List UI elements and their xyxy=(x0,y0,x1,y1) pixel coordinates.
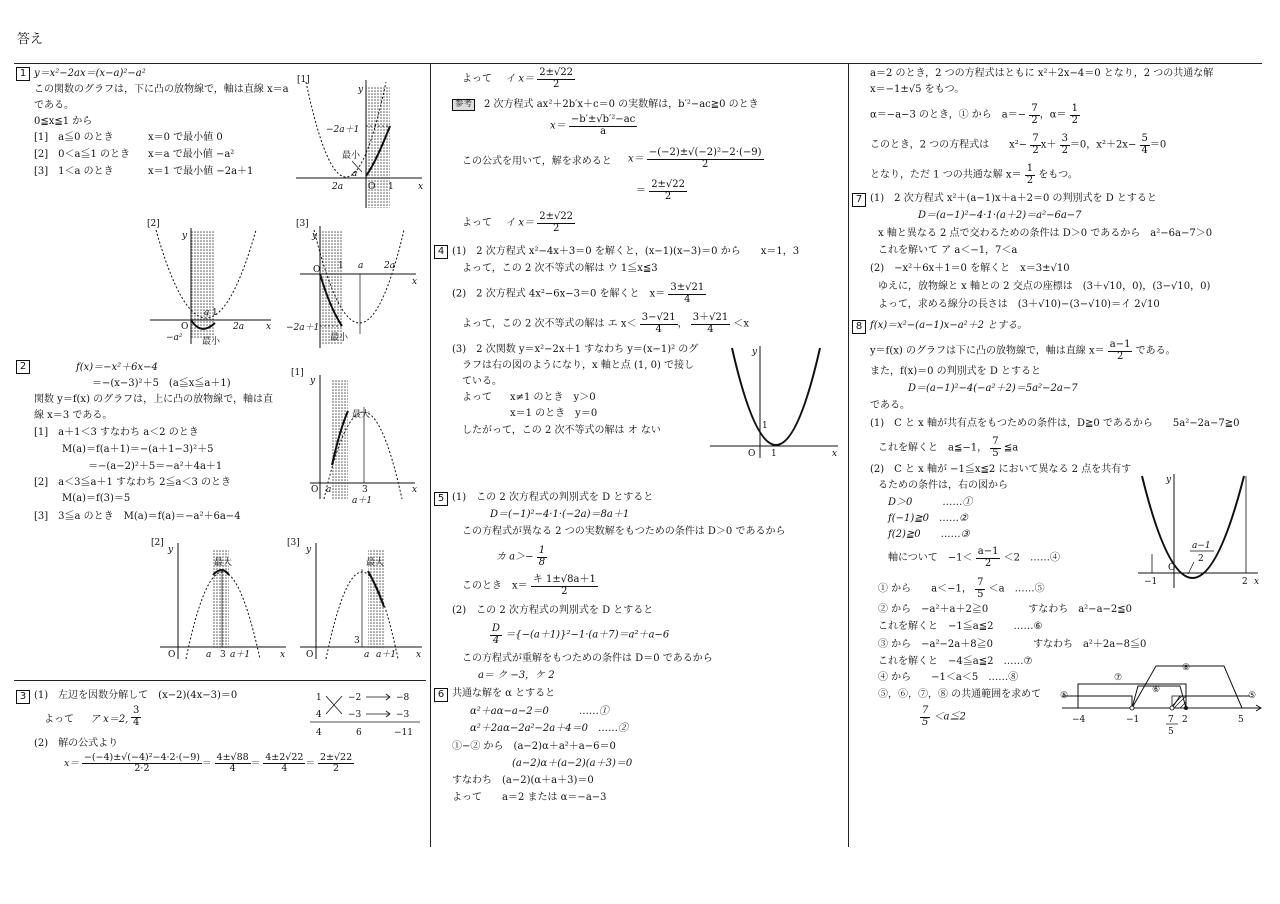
p8-number-line xyxy=(1060,660,1264,744)
tick-7-5-num: 7 xyxy=(1168,715,1174,725)
numerator: 7 xyxy=(1032,133,1039,144)
p3-line-1: (1) 左辺を因数分解して (x−2)(4x−3)＝0 xyxy=(34,690,238,701)
ref-formula-2 xyxy=(628,148,764,170)
reference-tag: 参考 xyxy=(452,99,475,111)
origin-label: O xyxy=(168,650,176,660)
tick-3: 3 xyxy=(354,636,360,646)
text: α＝−a−3 のとき，① から a＝− xyxy=(870,109,1027,121)
p2-graph-1 xyxy=(290,365,420,505)
cross-r3-a: 4 xyxy=(316,728,322,738)
tick-2a: 2a xyxy=(233,322,245,332)
page-title: 答え xyxy=(17,32,44,47)
cross-r2-c: −3 xyxy=(396,710,410,720)
tick-minus-1: −1 xyxy=(1144,577,1158,587)
answer-i: イ x＝ xyxy=(505,217,535,229)
y-axis-label: y xyxy=(358,85,364,95)
tick-1: 1 xyxy=(212,308,218,318)
min-label: 最小 xyxy=(330,333,349,343)
p8-line-20: ⑤，⑥，⑦，⑧ の共通範囲を求めて xyxy=(878,689,1042,700)
problem-number-7: 7 xyxy=(852,193,866,207)
formula-n4: 2±√22 xyxy=(319,752,353,763)
denominator: 2 xyxy=(1032,144,1039,156)
p3-quadratic-formula: x＝ $\frac{\text{−(−4)±√(−4)²−4·2·(−9)}}{2\cdot 2}$ ＝ $\frac{4\pm√88}{4}$ ＝ $\frac{4\pm 2√22}{4}$ ＝ $\frac{2\pm√22}{2}$ xyxy=(64,752,353,774)
cross-multiplication-diagram xyxy=(308,690,422,738)
p8-line-18: これを解くと −4≦a≦2 ……⑦ xyxy=(878,656,1033,667)
p1-case-1-result: x＝0 で最小値 0 xyxy=(148,132,223,143)
problem-number-6: 6 xyxy=(434,688,448,702)
p7-line-1: (1) 2 次方程式 x²＋(a−1)x＋a＋2＝0 の判別式を D とすると xyxy=(870,193,1157,204)
p6-line-6: すなわち (a−2)(α＋a＋3)＝0 xyxy=(452,775,594,786)
p4-line-10: したがって，この 2 次不等式の解は オ ない xyxy=(462,425,661,436)
p4-line-2: よって，この 2 次不等式の解は ウ 1≦x≦3 xyxy=(462,263,658,274)
p1-case-2-cond: [2] 0＜a≦1 のとき xyxy=(34,149,131,160)
yotte: よって xyxy=(462,217,492,229)
text: ＝{−(a＋1)}²−1·(a＋7)＝a²＋a−6 xyxy=(505,629,670,641)
graph-tag: [2] xyxy=(147,219,160,229)
denominator: 2 xyxy=(1026,174,1034,186)
p8-line-6: (1) C と x 軸が共有点をもつための条件は，D≧0 であるから 5a²−2a−7≧0 xyxy=(870,418,1240,429)
tick-minus-1: −1 xyxy=(1126,715,1140,725)
p8-line-4: D＝(a−1)²−4(−a²＋2)＝5a²−2a−7 xyxy=(908,383,1078,394)
yotte: よって xyxy=(462,73,492,85)
p6-line-1: 共通な解を α とすると xyxy=(452,688,556,699)
formula-d4: 2 xyxy=(333,762,340,774)
y-axis-label: y xyxy=(312,231,318,241)
p8-line-19: ④ から −1＜a＜5 ……⑧ xyxy=(878,672,1019,683)
origin-label: O xyxy=(313,265,321,275)
min-value-label: −2a＋1 xyxy=(286,323,320,333)
text: y＝f(x) のグラフは下に凸の放物線で，軸は直線 x＝ xyxy=(870,345,1105,357)
numerator: −(−2)±√(−2)²−2·(−9) xyxy=(648,147,762,158)
denominator: 2 xyxy=(552,222,560,234)
p5-line-4 xyxy=(496,546,547,568)
p1-graph-1 xyxy=(296,72,426,212)
tick-a: a xyxy=(326,485,332,495)
p8-line-14 xyxy=(878,578,1045,600)
tick-a-plus-1: a＋1 xyxy=(352,496,373,506)
p2-line-10: [3] 3≦a のとき M(a)＝f(a)＝−a²＋6a−4 xyxy=(34,511,241,522)
p8-line-3: また，f(x)＝0 の判別式を D とすると xyxy=(870,366,1042,377)
denominator: 5 xyxy=(992,447,999,459)
graph-tag: [3] xyxy=(287,538,300,548)
y-axis-label: y xyxy=(752,347,758,357)
graph-tag: [1] xyxy=(297,75,310,85)
numerator: 3±√21 xyxy=(670,282,705,293)
cross-r2-b: −3 xyxy=(348,710,362,720)
tick-a-plus-1: a＋1 xyxy=(376,650,397,660)
formula-d3: 4 xyxy=(281,762,288,774)
x-axis-label: x xyxy=(1254,577,1260,587)
numerator-2: 3＋√21 xyxy=(692,312,729,323)
p8-line-7 xyxy=(878,437,1018,459)
cross-r3-b: 6 xyxy=(356,728,362,738)
p8-line-10: D＞0 ……① xyxy=(888,497,973,508)
p8-line-13 xyxy=(888,547,1060,569)
p5-line-5 xyxy=(462,575,598,597)
p7-line-5: (2) −x²＋6x＋1＝0 を解くと x＝3±√10 xyxy=(870,263,1070,274)
p5-line-8: この方程式が重解をもつための条件は D＝0 であるから xyxy=(462,653,713,664)
graph-tag: [3] xyxy=(296,219,309,229)
p5-line-1: (1) この 2 次方程式の判別式を D とすると xyxy=(452,492,654,503)
min-label: 最小 xyxy=(342,151,361,161)
max-label: 最大 xyxy=(214,558,233,568)
p1-line-1: y＝x²−2ax＝(x−a)²−a² xyxy=(34,68,146,79)
p8-line-5: である。 xyxy=(870,400,910,411)
p7-line-7: よって，求める線分の長さは (3＋√10)−(3−√10)＝イ 2√10 xyxy=(878,299,1160,310)
formula-n1: −(−4)±√(−4)²−4·2·(−9) xyxy=(83,752,201,763)
ref-formula xyxy=(550,115,637,137)
denominator: 2 xyxy=(701,158,709,170)
tick-a: a xyxy=(364,650,370,660)
numerator: キ 1±√8a＋1 xyxy=(532,574,596,585)
p7-line-4: これを解いて ア a＜−1，7＜a xyxy=(878,245,1018,256)
origin-label: O xyxy=(311,485,319,495)
numerator: a−1 xyxy=(1109,339,1131,350)
p1-graph-2 xyxy=(146,216,276,351)
p8-line-12: f(2)≧0 ……③ xyxy=(888,529,970,540)
origin-label: O xyxy=(368,182,376,192)
numerator: 1 xyxy=(538,545,546,556)
p2-line-1: f(x)＝−x²＋6x−4 xyxy=(76,362,158,373)
cross-r2-a: 4 xyxy=(316,710,322,720)
p7-line-6: ゆえに，放物線と x 軸との 2 交点の座標は (3＋√10，0)，(3−√10，0) xyxy=(878,281,1211,292)
p1-line-4: 0≦x≦1 から xyxy=(34,116,93,127)
column-divider-1 xyxy=(430,63,431,847)
p5-line-3: この方程式が異なる 2 つの実数解をもつための条件は D＞0 であるから xyxy=(462,526,786,537)
p1-case-3-cond: [3] 1＜a のとき xyxy=(34,166,114,177)
p3-answer-a: ア x＝2, xyxy=(90,714,129,725)
numerator: 7 xyxy=(1031,103,1038,114)
label-7: ⑦ xyxy=(1114,673,1123,683)
text: ＜a≦2 xyxy=(933,711,966,723)
x-axis-label: x xyxy=(832,449,838,459)
origin-label: O xyxy=(748,449,756,459)
tick-1: 1 xyxy=(388,182,394,192)
denominator-2: 2 xyxy=(1061,144,1068,156)
text: ① から a＜−1， xyxy=(878,583,972,595)
min-value-label: −2a＋1 xyxy=(326,125,360,135)
denominator: 2 xyxy=(664,190,672,202)
p2-line-7: ＝−(a−2)²＋5＝−a²＋4a＋1 xyxy=(88,461,223,472)
tick-3: 3 xyxy=(220,650,226,660)
numerator: 7 xyxy=(922,705,929,716)
p8-line-9: るための条件は，右の図から xyxy=(878,480,1008,491)
text: カ a＞− xyxy=(496,551,534,563)
origin-label: O xyxy=(306,650,314,660)
denominator: 2 xyxy=(552,78,560,90)
x-axis-label: x xyxy=(418,182,424,192)
p2-line-4: 線 x＝3 である。 xyxy=(34,410,113,421)
tick-3: 3 xyxy=(362,485,368,495)
p5-line-2: D＝(−1)²−4·1·(−2a)＝8a＋1 xyxy=(490,509,630,520)
p6-line-5: (a−2)α＋(a−2)(a＋3)＝0 xyxy=(512,758,633,769)
p2-graph-3 xyxy=(286,535,426,665)
text-2: ，α＝ xyxy=(1039,109,1067,121)
p7-line-3: x 軸と異なる 2 点で交わるための条件は D＞0 であるから a²−6a−7＞0 xyxy=(878,228,1213,239)
p2-line-3: 関数 y＝f(x) のグラフは，上に凸の放物線で，軸は直 xyxy=(34,394,273,405)
tick-2a: 2a xyxy=(332,182,344,192)
p8-line-2 xyxy=(870,340,1176,362)
p8-parabola-graph xyxy=(1134,470,1262,592)
formula-n3: 4±2√22 xyxy=(265,752,304,763)
c3-line-3 xyxy=(870,104,1080,126)
x-axis-label: x xyxy=(412,485,418,495)
tick-5: 5 xyxy=(1238,715,1244,725)
numerator: 7 xyxy=(992,436,999,447)
p1-line-3: である。 xyxy=(34,100,74,111)
denominator: 5 xyxy=(977,588,984,600)
c3-line-5 xyxy=(870,164,1078,186)
max-label: 最大 xyxy=(352,410,371,420)
cross-r1-c: −8 xyxy=(396,693,410,703)
denominator-3: 4 xyxy=(1141,144,1148,156)
p1-case-1-cond: [1] a≦0 のとき xyxy=(34,132,114,143)
section-divider xyxy=(14,680,426,681)
formula-prefix: x＝ xyxy=(628,153,644,165)
origin-label: O xyxy=(181,322,189,332)
column-divider-2 xyxy=(848,63,849,847)
min-label: 最小 xyxy=(202,337,221,347)
text: これを解くと a≦−1， xyxy=(878,442,988,454)
tick-minus-4: −4 xyxy=(1072,715,1086,725)
tick-7-5-den: 5 xyxy=(1168,727,1174,737)
p8-line-8: (2) C と x 軸が −1≦x≦2 において異なる 2 点を共有す xyxy=(870,464,1132,475)
p1-graph-3 xyxy=(286,216,421,351)
denominator: 4 xyxy=(492,634,500,646)
text: (2) 2 次方程式 4x²−6x−3＝0 を解くと x＝ xyxy=(452,288,666,300)
text-2: x＋ xyxy=(1040,139,1057,151)
axis-frac-num: a−1 xyxy=(1192,541,1211,551)
x-axis-label: x xyxy=(280,650,286,660)
p1-line-2: この関数のグラフは，下に凸の放物線で，軸は直線 x＝a xyxy=(34,84,289,95)
comma: ， xyxy=(677,318,688,330)
cross-r3-c: −11 xyxy=(394,728,413,738)
tick-a-plus-1: a＋1 xyxy=(230,650,251,660)
tick-a: a xyxy=(358,261,364,271)
numerator: 3−√21 xyxy=(641,312,676,323)
answer-i: イ x＝ xyxy=(505,73,535,85)
ref-line-2: この公式を用いて，解を求めると xyxy=(462,156,612,167)
p4-line-9: x＝1 のとき y＝0 xyxy=(510,408,598,419)
cross-r1-a: 1 xyxy=(316,693,322,703)
c2-answer-2 xyxy=(462,212,575,234)
max-label: 最大 xyxy=(366,558,385,568)
problem-number-3: 3 xyxy=(16,690,30,704)
x-axis-label: x xyxy=(416,650,422,660)
c3-line-2: x＝−1±√5 をもつ。 xyxy=(870,84,965,95)
origin-label: O xyxy=(1168,563,1176,573)
tick-y-1: 1 xyxy=(762,421,768,431)
denominator-2: 4 xyxy=(707,323,714,335)
p2-line-8: [2] a＜3≦a＋1 すなわち 2≦a＜3 のとき xyxy=(34,477,232,488)
p3-line-3: (2) 解の公式より xyxy=(34,738,119,749)
text-4: ＝0 xyxy=(1149,139,1167,151)
text-2: ＜2 ……④ xyxy=(1003,552,1060,564)
problem-number-8: 8 xyxy=(852,320,866,334)
p4-parabola-graph xyxy=(706,342,842,462)
y-axis-label: y xyxy=(1166,475,1172,485)
numerator-3: 5 xyxy=(1141,133,1148,144)
c3-line-1: a＝2 のとき，2 つの方程式はともに x²＋2x−4＝0 となり，2 つの共通な解 xyxy=(870,68,1214,79)
p4-line-5: (3) 2 次関数 y＝x²−2x＋1 すなわち y＝(x−1)² のグ xyxy=(452,344,699,355)
p7-line-2: D＝(a−1)²−4·1·(a＋2)＝a²−6a−7 xyxy=(918,210,1082,221)
numerator: 2±√22 xyxy=(651,179,686,190)
label-5-right: ⑤ xyxy=(1248,691,1257,701)
tick-2a: 2a xyxy=(384,261,396,271)
p4-line-8b: x≠1 のとき y＞0 xyxy=(510,392,596,403)
p8-line-15: ② から −a²＋a＋2≧0 すなわち a²−a−2≦0 xyxy=(878,604,1133,615)
p8-line-17: ③ から −a²−2a＋8≧0 すなわち a²＋2a−8≦0 xyxy=(878,639,1147,650)
p2-graph-2 xyxy=(150,535,290,665)
axis-frac-den: 2 xyxy=(1198,554,1204,564)
text: よって，この 2 次不等式の解は エ x＜ xyxy=(462,318,637,330)
formula-prefix: x＝ xyxy=(64,757,79,769)
problem-number-2: 2 xyxy=(16,360,30,374)
text-2: ＜a ……⑤ xyxy=(988,583,1045,595)
numerator-2: 1 xyxy=(1071,103,1079,114)
numerator: −b′±√b′²−ac xyxy=(570,114,636,125)
denominator: 2 xyxy=(1031,114,1038,126)
graph-tag: [2] xyxy=(151,538,164,548)
formula-d1: 2·2 xyxy=(134,762,150,774)
denominator: 8 xyxy=(538,556,546,568)
ref-formula-3 xyxy=(636,180,687,202)
text: 軸について −1＜ xyxy=(888,552,973,564)
tick-a: a xyxy=(206,650,212,660)
denominator: 4 xyxy=(684,293,691,305)
problem-number-1: 1 xyxy=(16,67,30,81)
p5-line-9: a＝ ク −3，ケ 2 xyxy=(478,670,555,681)
c2-answer-1 xyxy=(462,68,575,90)
p1-case-3-result: x＝1 で最小値 −2a＋1 xyxy=(148,166,254,177)
y-axis-label: y xyxy=(182,231,188,241)
text-2: をもつ。 xyxy=(1038,169,1078,181)
p8-line-1: f(x)＝x²−(a−1)x−a²＋2 とする。 xyxy=(870,320,1028,331)
text-2: である。 xyxy=(1135,345,1176,357)
p6-line-3: α²＋2aα−2a²−2a＋4＝0 ……② xyxy=(470,723,628,734)
p6-line-2: α²＋aα−a−2＝0 ……① xyxy=(470,706,609,717)
numerator-2: 3 xyxy=(1061,133,1068,144)
numerator: a−1 xyxy=(977,546,999,557)
p4-line-8a: よって xyxy=(462,392,492,403)
tick-a: a xyxy=(352,169,358,179)
p2-line-6: M(a)＝f(a＋1)＝−(a＋1−3)²＋5 xyxy=(62,444,214,455)
p2-line-2: ＝−(x−3)²＋5 (a≦x≦a＋1) xyxy=(92,378,231,389)
label-6: ⑥ xyxy=(1152,685,1161,695)
tick-2: 2 xyxy=(1242,577,1248,587)
denominator: a xyxy=(600,125,607,137)
tick-x-1: 1 xyxy=(771,449,777,459)
p5-line-7 xyxy=(490,624,669,646)
tick-a: a xyxy=(204,308,210,318)
y-axis-label: y xyxy=(310,376,316,386)
text-end: ＜x xyxy=(733,318,750,330)
p2-line-9: M(a)＝f(3)＝5 xyxy=(62,493,131,504)
p4-line-4 xyxy=(462,313,749,335)
p4-line-1: (1) 2 次方程式 x²−4x＋3＝0 を解くと，(x−1)(x−3)＝0 から x＝1，3 xyxy=(452,246,800,257)
x-axis-label: x xyxy=(266,322,272,332)
text: となり，ただ 1 つの共通な解 x＝ xyxy=(870,169,1022,181)
label-5-left: ⑤ xyxy=(1060,691,1069,701)
p4-line-3 xyxy=(452,283,706,305)
problem-number-5: 5 xyxy=(434,492,448,506)
x-axis-label: x xyxy=(412,277,418,287)
numerator: 2±√22 xyxy=(539,211,574,222)
p8-line-16: これを解くと −1≦a≦2 ……⑥ xyxy=(878,621,1043,632)
denominator: 2 xyxy=(984,557,992,569)
numerator: 2±√22 xyxy=(539,67,574,78)
p4-line-6: ラフは右の図のようになり，x 軸と点 (1, 0) で接し xyxy=(462,360,695,371)
p1-case-2-result: x＝a で最小値 −a² xyxy=(148,149,235,160)
top-rule xyxy=(14,63,1262,64)
label-8: ⑧ xyxy=(1182,663,1191,673)
denominator: 4 xyxy=(133,716,140,728)
numerator: 7 xyxy=(977,577,984,588)
y-axis-label: y xyxy=(306,545,312,555)
min-value-label: −a² xyxy=(166,333,183,343)
text-2: ≦a xyxy=(1003,442,1019,454)
tick-2: 2 xyxy=(1182,715,1188,725)
p4-line-7: ている。 xyxy=(462,376,502,387)
p5-line-6: (2) この 2 次方程式の判別式を D とすると xyxy=(452,605,654,616)
graph-tag: [1] xyxy=(291,368,304,378)
y-axis-label: y xyxy=(168,545,174,555)
denominator: 5 xyxy=(922,716,929,728)
denominator: 2 xyxy=(561,585,568,597)
formula-d2: 4 xyxy=(229,762,236,774)
tick-1: 1 xyxy=(338,261,344,271)
text: このとき，2 つの方程式は x²− xyxy=(870,139,1028,151)
p3-yotte: よって xyxy=(44,714,74,725)
cross-r1-b: −2 xyxy=(348,693,362,703)
text-3: ＝0，x²＋2x− xyxy=(1069,139,1137,151)
problem-number-4: 4 xyxy=(434,245,448,259)
formula-n2: 4±√88 xyxy=(216,752,249,763)
formula-prefix: x＝ xyxy=(550,120,566,132)
numerator: 1 xyxy=(1026,163,1034,174)
p8-line-21 xyxy=(920,706,966,728)
ref-line-1: 2 次方程式 ax²＋2b′x＋c＝0 の実数解は，b′²−ac≧0 のとき xyxy=(484,99,759,110)
denominator: 4 xyxy=(655,323,662,335)
numerator: 3 xyxy=(133,705,140,716)
p8-line-11: f(−1)≧0 ……② xyxy=(888,513,968,524)
text: このとき x＝ xyxy=(462,580,528,592)
c3-line-4 xyxy=(870,134,1166,156)
p6-line-4: ①−② から (a−2)α＋a²＋a−6＝0 xyxy=(452,741,616,752)
numerator: D xyxy=(492,623,501,634)
equals: ＝ xyxy=(636,185,646,197)
denominator: 2 xyxy=(1116,350,1124,362)
p2-line-5: [1] a＋1＜3 すなわち a＜2 のとき xyxy=(34,427,199,438)
p6-line-7: よって a＝2 または α＝−a−3 xyxy=(452,792,607,803)
denominator-2: 2 xyxy=(1071,114,1079,126)
p3-answer-a-fraction xyxy=(131,706,141,728)
